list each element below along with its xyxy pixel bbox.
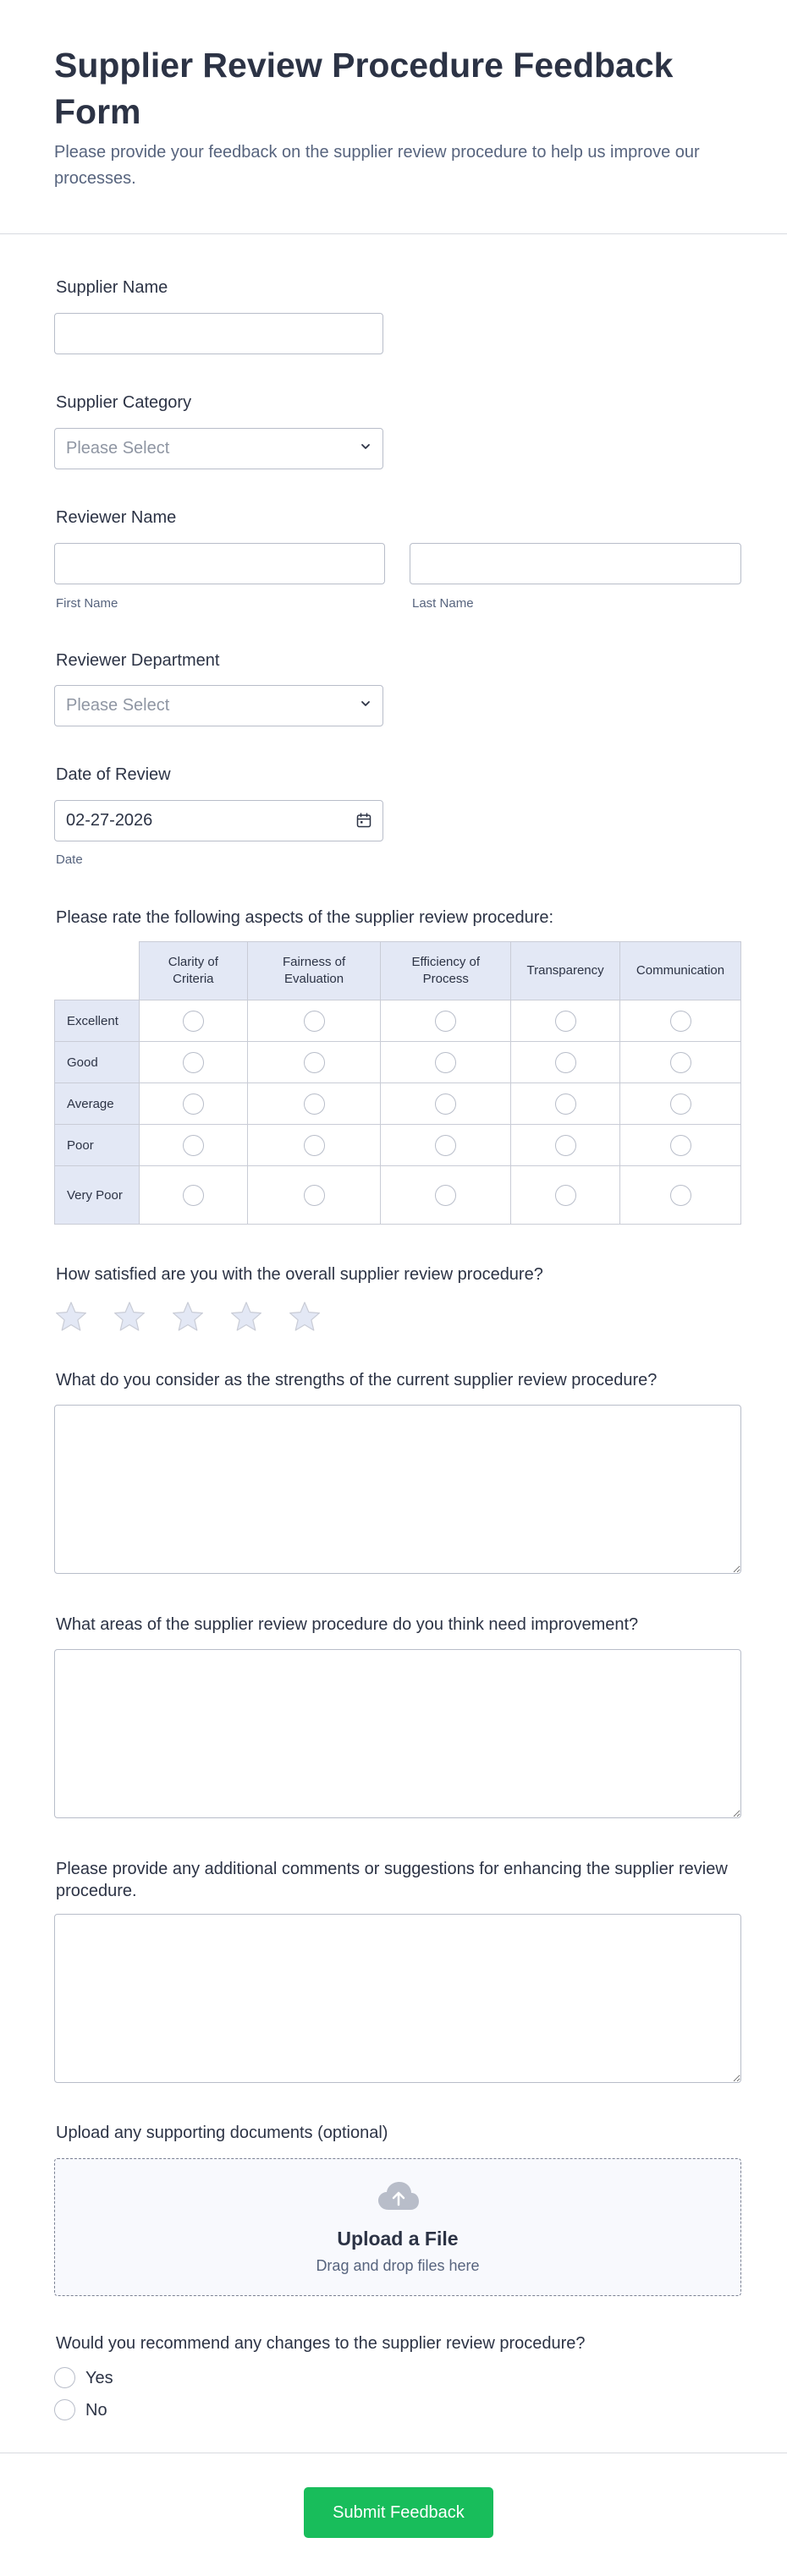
upload-title: Upload a File [337,2228,459,2250]
comments-textarea[interactable] [54,1914,741,2083]
file-upload-dropzone[interactable] [54,2158,741,2296]
matrix-row-label: Poor [55,1125,140,1166]
date-input[interactable] [54,800,383,841]
star-icon[interactable] [288,1300,322,1334]
star-icon[interactable] [171,1300,205,1334]
chevron-down-icon [359,440,372,453]
satisfaction-label: How satisfied are you with the overall supplier review procedure? [56,1265,543,1284]
matrix-row [55,1042,741,1083]
submit-button[interactable]: Submit Feedback [304,2487,493,2538]
reviewer-department-label: Reviewer Department [56,651,220,670]
matrix-column-header: Fairness of Evaluation [247,942,381,1000]
matrix-radio[interactable] [183,1011,204,1032]
recommend-label: Would you recommend any changes to the supplier review procedure? [56,2334,586,2353]
matrix-radio[interactable] [670,1135,691,1156]
cloud-upload-icon [377,2181,420,2212]
star-icon[interactable] [54,1300,88,1334]
star-icon[interactable] [229,1300,263,1334]
supplier-name-input[interactable] [54,313,383,354]
form-header [0,0,787,234]
supplier-category-label: Supplier Category [56,393,192,412]
matrix-radio[interactable] [435,1185,456,1206]
form-footer [0,2453,787,2576]
matrix-radio[interactable] [555,1093,576,1115]
reviewer-name-label: Reviewer Name [56,508,177,527]
page-title: Supplier Review Procedure Feedback Form [54,46,674,131]
matrix-row [55,1125,741,1166]
reviewer-department-placeholder: Please Select [66,696,170,715]
matrix-radio[interactable] [555,1011,576,1032]
rating-matrix [54,941,741,1225]
matrix-radio[interactable] [304,1011,325,1032]
first-name-sublabel: First Name [56,596,118,611]
chevron-down-icon [359,697,372,710]
matrix-row [55,1000,741,1042]
supplier-category-select[interactable] [54,428,383,469]
strengths-label: What do you consider as the strengths of the current supplier review procedure? [56,1371,658,1389]
comments-label: Please provide any additional comments or suggestions for enhancing the supplier review procedure. [56,1860,728,1900]
matrix-radio[interactable] [435,1135,456,1156]
first-name-input[interactable] [54,543,385,584]
matrix-row [55,1166,741,1225]
matrix-radio[interactable] [304,1093,325,1115]
radio-option-label: No [85,2401,107,2420]
supplier-name-label: Supplier Name [56,278,168,297]
matrix-radio[interactable] [304,1052,325,1073]
date-value: 02-27-2026 [66,811,153,830]
matrix-radio[interactable] [435,1093,456,1115]
matrix-column-header: Transparency [511,942,620,1000]
matrix-column-header: Efficiency of Process [381,942,511,1000]
matrix-radio[interactable] [183,1052,204,1073]
matrix-row-label: Good [55,1042,140,1083]
date-of-review-label: Date of Review [56,765,171,784]
matrix-radio[interactable] [555,1135,576,1156]
matrix-radio[interactable] [183,1093,204,1115]
matrix-radio[interactable] [435,1052,456,1073]
matrix-radio[interactable] [435,1011,456,1032]
matrix-row-label: Very Poor [55,1166,140,1225]
matrix-radio[interactable] [670,1052,691,1073]
matrix-column-header: Clarity of Criteria [139,942,247,1000]
matrix-row-label: Excellent [55,1000,140,1042]
improvement-textarea[interactable] [54,1649,741,1818]
matrix-radio[interactable] [670,1011,691,1032]
matrix-corner [55,942,140,1000]
page-subtitle: Please provide your feedback on the supplier review procedure to help us improve our processes. [54,143,700,188]
matrix-radio[interactable] [183,1135,204,1156]
improvement-label: What areas of the supplier review procedure do you think need improvement? [56,1615,639,1634]
supplier-category-placeholder: Please Select [66,439,170,458]
strengths-textarea[interactable] [54,1405,741,1574]
upload-label: Upload any supporting documents (optional) [56,2124,388,2142]
last-name-sublabel: Last Name [412,596,474,611]
upload-subtitle: Drag and drop files here [316,2257,480,2274]
calendar-icon[interactable] [356,813,371,828]
reviewer-department-select[interactable] [54,685,383,726]
star-icon[interactable] [113,1300,146,1334]
matrix-radio[interactable] [555,1185,576,1206]
date-sublabel: Date [56,852,83,867]
radio-option-label: Yes [85,2369,113,2387]
matrix-radio[interactable] [670,1185,691,1206]
matrix-row [55,1083,741,1125]
matrix-radio[interactable] [183,1185,204,1206]
matrix-radio[interactable] [304,1185,325,1206]
matrix-radio[interactable] [304,1135,325,1156]
radio-button[interactable] [54,2399,75,2420]
matrix-row-label: Average [55,1083,140,1125]
last-name-input[interactable] [410,543,741,584]
rating-matrix-label: Please rate the following aspects of the supplier review procedure: [56,908,554,927]
radio-button[interactable] [54,2367,75,2388]
matrix-radio[interactable] [670,1093,691,1115]
matrix-column-header: Communication [620,942,741,1000]
matrix-radio[interactable] [555,1052,576,1073]
